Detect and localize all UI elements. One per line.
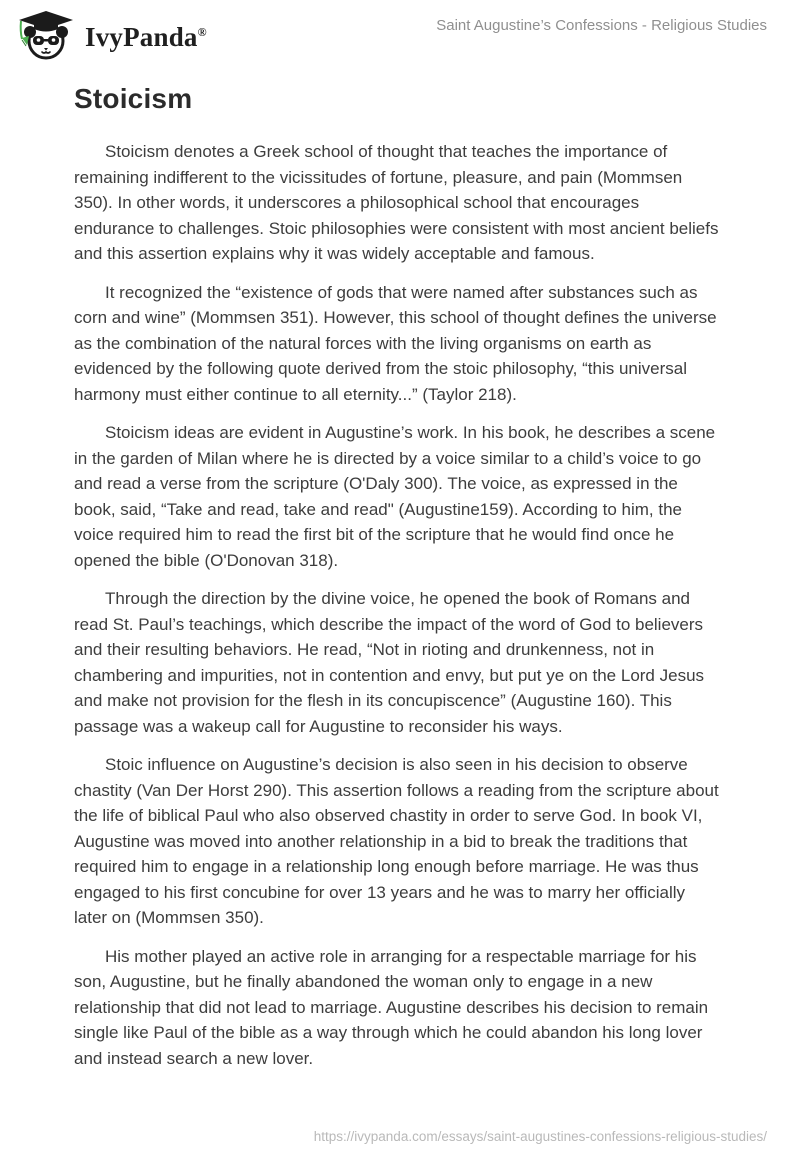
brand-text: IvyPanda — [85, 22, 198, 52]
page-header — [0, 0, 800, 61]
essay-content — [0, 83, 800, 1071]
essay-paragraph-6: His mother played an active role in arranging for a respectable marriage for his son, Augustine, but he finally abandoned the woman only to engage in a new relationship that did not lead to marriage. Augustine describes his decision to remain single like Paul of the bible as a way through which he could abandon his long lover and instead search a new lover. — [74, 946, 709, 1068]
registered-mark: ® — [197, 25, 207, 39]
header-document-title: Saint Augustine’s Confessions - Religious Studies — [436, 17, 767, 34]
essay-paragraph-1: Stoicism denotes a Greek school of thought that teaches the importance of remaining indifferent to the vicissitudes of fortune, pleasure, and pain (Mommsen 350). In other words, it underscores a philosophical school that encourages endurance to challenges. Stoic philosophies were consistent with most ancient beliefs and this assertion explains why it was widely acceptable and famous. — [74, 142, 719, 263]
brand[interactable] — [14, 8, 207, 61]
page-title: Stoicism — [74, 83, 193, 114]
panda-graduation-cap-icon — [14, 10, 76, 60]
page-footer — [314, 1128, 767, 1146]
essay-paragraph-5: Stoic influence on Augustine’s decision is also seen in his decision to observe chastity (Van Der Horst 290). This assertion follows a reading from the scripture about the life of biblical Paul who also observed chastity in order to serve God. In book VI, Augustine was moved into another relationship in a bid to break the traditions that required him to engage in a relationship long enough before marriage. He was thus engaged to his first concubine for over 13 years and he was to marry her officially later on (Mommsen 350). — [74, 755, 719, 927]
source-url[interactable]: https://ivypanda.com/essays/saint-augustines-confessions-religious-studies/ — [313, 1129, 767, 1144]
essay-paragraph-2: It recognized the “existence of gods that were named after substances such as corn and wine” (Mommsen 351). However, this school of thought defines the universe as the combination of the natural forces with the living organisms on earth as evidenced by the following quote derived from the stoic philosophy, “this universal harmony must either continue to all eternity...” (Taylor 218). — [74, 282, 717, 404]
brand-name — [85, 8, 207, 61]
essay-paragraph-4: Through the direction by the divine voice, he opened the book of Romans and read St. Paul’s teachings, which describe the impact of the word of God to believers and their resulting behaviors. He read, “Not in rioting and drunkenness, not in chambering and impurities, not in contention and envy, but put ye on the Lord Jesus and make not provision for the flesh in its concupiscence” (Augustine 160). This passage was a wakeup call for Augustine to reconsider his ways. — [74, 589, 705, 736]
essay-paragraph-3: Stoicism ideas are evident in Augustine’s work. In his book, he describes a scene in the garden of Milan where he is directed by a voice similar to a child’s voice to go and read a verse from the scripture (O'Daly 300). The voice, as expressed in the book, said, “Take and read, take and read" (Augustine159). According to him, the voice required him to read the first bit of the scripture that he would find once he opened the bible (O'Donovan 318). — [74, 423, 716, 570]
